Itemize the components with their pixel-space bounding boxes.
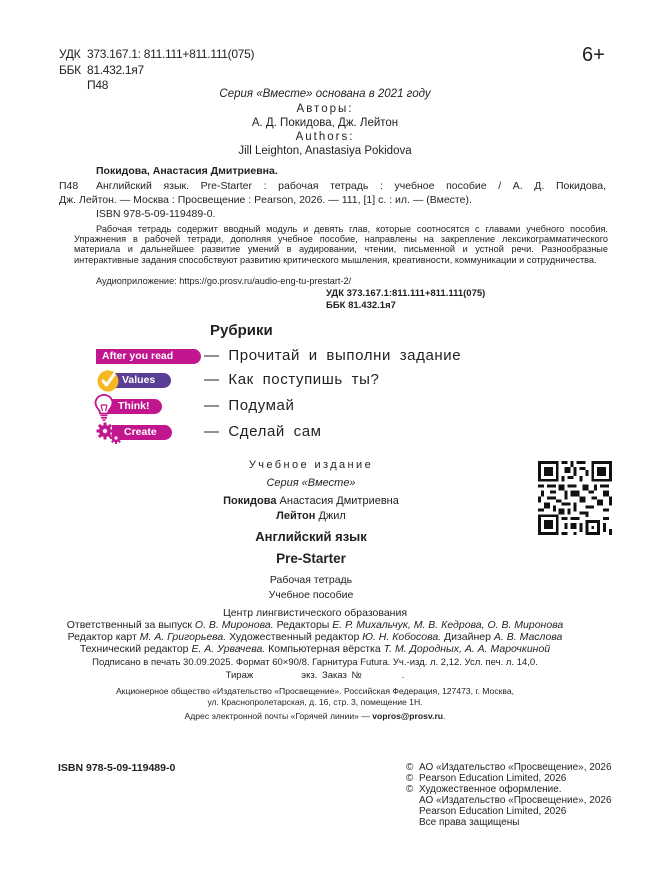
- responsible-name: О. В. Миронова.: [194, 619, 274, 631]
- after-you-read-badge: [96, 349, 201, 364]
- author-mark: П48: [87, 78, 109, 92]
- copyright-row: [406, 817, 612, 828]
- bbk-value: 81.432.1я7: [87, 63, 144, 77]
- copyright-icon: ©: [406, 784, 414, 795]
- gears-icon: [96, 422, 126, 444]
- editors-names: Е. Р. Михальчук, М. В. Кедрова, О. В. Миронова: [332, 619, 564, 631]
- author-1-name: Анастасия Дмитриевна: [279, 495, 399, 507]
- art-editor-name: Ю. Н. Кобосова.: [362, 631, 442, 643]
- qr-code-icon[interactable]: [538, 461, 612, 535]
- responsible-label: Ответственный за выпуск: [66, 619, 192, 631]
- publisher-line-1: Акционерное общество «Издательство «Просвещение». Российская Федерация, 127473, г. Москва,: [115, 686, 515, 696]
- layout-names: Т. М. Дородных, А. А. Марочкиной: [383, 643, 551, 655]
- series-founded: Серия «Вместе» основана в 2021 году: [219, 88, 431, 100]
- rubric-think: [96, 397, 496, 417]
- bib-title-line: Английский язык. Pre-Starter : рабочая тетрадь : учебное пособие / А. Д. Покидова,: [96, 180, 606, 192]
- layout-label: Компьютерная вёрстка: [268, 643, 381, 655]
- email-label: Адрес электронной почты «Горячей линии» —: [184, 711, 370, 721]
- copyright-text: АО «Издательство «Просвещение», 2026: [419, 762, 612, 773]
- rubric-values: [96, 371, 496, 391]
- bbk-right: ББК 81.432.1я7: [326, 300, 396, 311]
- copyright-row: [406, 806, 612, 817]
- udk-label: УДК: [59, 47, 81, 61]
- edition-type: Учебное издание: [248, 459, 374, 471]
- bbk-label: ББК: [59, 63, 81, 77]
- designer-label: Дизайнер: [444, 631, 491, 643]
- think-badge: [106, 399, 162, 414]
- author-1-surname: Покидова: [223, 495, 277, 507]
- map-editor-label: Редактор карт: [67, 631, 137, 643]
- email-link[interactable]: vopros@prosv.ru: [372, 711, 444, 721]
- linguistic-center: Центр лингвистического образования: [222, 607, 408, 619]
- badge-label: Values: [122, 374, 156, 386]
- authors-ru: А. Д. Покидова, Дж. Лейтон: [251, 117, 399, 129]
- print-run-end: .: [401, 670, 405, 681]
- designer-name: А. В. Маслова: [493, 631, 563, 643]
- map-editor-name: М. А. Григорьева.: [139, 631, 227, 643]
- bib-publisher-line: Дж. Лейтон. — Москва : Просвещение : Pearson, 2026. — 111, [1] с. : ил. — (Вместе).: [59, 194, 472, 206]
- bib-author: Покидова, Анастасия Дмитриевна.: [96, 165, 278, 177]
- copyright-row: [406, 762, 612, 773]
- authors-en: Jill Leighton, Anastasiya Pokidova: [238, 145, 412, 157]
- tirazh-label: Тираж: [225, 670, 254, 681]
- print-info: Подписано в печать 30.09.2025. Формат 60×90/8. Гарнитура Futura. Уч.-изд. л. 2,12. Усл. печ. л. 14,0.: [92, 657, 538, 668]
- udk-value: 373.167.1: 811.111+811.111(075): [87, 47, 255, 61]
- tech-editor-name: Е. А. Урвачева.: [191, 643, 266, 655]
- print-run: [0, 670, 640, 681]
- rubric-after-you-read: [96, 347, 496, 367]
- age-rating: 6+: [582, 44, 605, 66]
- bib-isbn: ISBN 978-5-09-119489-0.: [96, 208, 216, 220]
- bib-mark: П48: [59, 180, 79, 192]
- checkmark-badge-icon: [96, 369, 120, 393]
- tech-editor-label: Технический редактор: [79, 643, 189, 655]
- copyright-icon: ©: [406, 773, 414, 784]
- order-label: экз. Заказ №: [301, 670, 362, 681]
- staff-line-2: [0, 631, 640, 643]
- author-2-name: Джил: [318, 510, 346, 522]
- copyright-block: [406, 762, 612, 828]
- rubric-description: — Прочитай и выполни задание: [204, 347, 462, 364]
- author-2-surname: Лейтон: [276, 510, 316, 522]
- book-type-manual: Учебное пособие: [268, 589, 354, 601]
- isbn-footer: ISBN 978-5-09-119489-0: [58, 762, 176, 774]
- art-editor-label: Художественный редактор: [229, 631, 360, 643]
- copyright-text: АО «Издательство «Просвещение», 2026: [419, 795, 612, 806]
- book-title-ru: Английский язык: [255, 529, 367, 544]
- rubric-description: — Как поступишь ты?: [204, 371, 380, 388]
- email-end: .: [443, 711, 446, 721]
- copyright-row: [406, 795, 612, 806]
- staff-line-1: [0, 619, 640, 631]
- bbk-code: [59, 63, 144, 77]
- copyright-text: Pearson Education Limited, 2026: [419, 773, 567, 784]
- book-title-en: Pre-Starter: [276, 551, 346, 566]
- udk-right: УДК 373.167.1:811.111+811.111(075): [326, 288, 486, 299]
- editors-label: Редакторы: [276, 619, 330, 631]
- audio-link[interactable]: Аудиоприложение: https://go.prosv.ru/audio-eng-tu-prestart-2/: [96, 276, 352, 286]
- udk-code: [59, 47, 254, 61]
- staff-line-3: [0, 643, 640, 655]
- rubrics-title: Рубрики: [210, 322, 273, 339]
- rubric-create: [96, 423, 496, 443]
- badge-label: Create: [124, 426, 157, 438]
- copyright-row: [406, 784, 612, 795]
- publisher-line-2: ул. Краснопролетарская, д. 16, стр. 3, помещение 1Н.: [207, 697, 423, 707]
- authors-ru-label: Авторы:: [296, 103, 354, 115]
- series-name: Серия «Вместе»: [266, 477, 356, 489]
- hotline-email-line: [0, 711, 640, 721]
- copyright-text: Pearson Education Limited, 2026: [419, 806, 567, 817]
- badge-label: Think!: [118, 400, 150, 412]
- book-type-workbook: Рабочая тетрадь: [269, 574, 353, 586]
- copyright-icon: ©: [406, 762, 414, 773]
- annotation: Рабочая тетрадь содержит вводный модуль и девять глав, которые соотносятся с главами учебного пособия. Упражнения в рабочей тетради, дополняя учебное пособие, направлены на закрепление лексикограмматического материала и дальнейшее развитие умений в аудировании, чтении, письменной и устной речи. Разнообразные интерактивные задания способствуют развитию критического мышления, креативности, коммуникации и сотрудничества.: [74, 224, 608, 265]
- rubric-description: — Подумай: [204, 397, 295, 414]
- badge-label: After you read: [102, 350, 174, 362]
- copyright-text: Художественное оформление.: [419, 784, 562, 795]
- rubric-description: — Сделай сам: [204, 423, 322, 440]
- authors-en-label: Authors:: [295, 131, 355, 143]
- lightbulb-icon: [94, 393, 114, 421]
- copyright-row: [406, 773, 612, 784]
- copyright-text: Все права защищены: [419, 817, 520, 828]
